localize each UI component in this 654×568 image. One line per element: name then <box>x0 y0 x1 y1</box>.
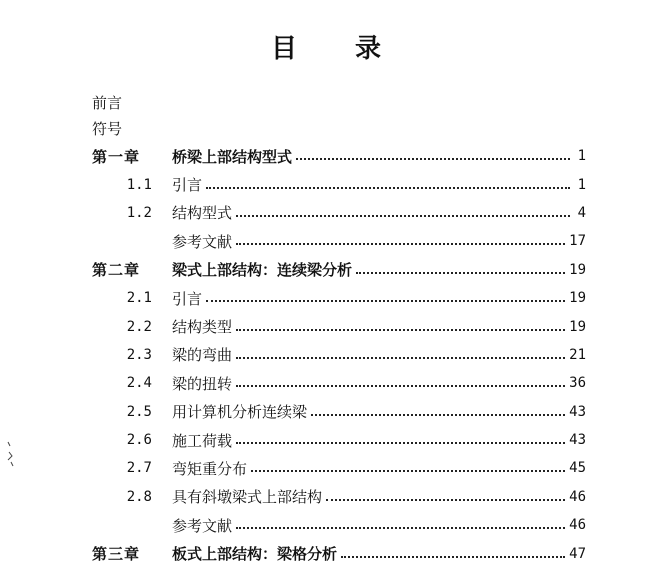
toc-section-entry[interactable] <box>92 170 586 198</box>
entry-title: 梁式上部结构：连续梁分析 <box>172 261 353 280</box>
entry-number: 2.6 <box>126 432 152 449</box>
dot-leader <box>251 460 565 472</box>
entry-number: 2.5 <box>126 403 152 420</box>
dot-leader <box>206 290 565 302</box>
toc-section-entry[interactable] <box>92 398 586 426</box>
entry-number: 1.2 <box>126 204 152 221</box>
dot-leader <box>326 489 565 501</box>
entry-page-number: 47 <box>569 545 586 562</box>
entry-page-number: 17 <box>569 233 586 250</box>
front-matter-preface[interactable]: 前言 <box>92 94 123 112</box>
dot-leader <box>236 205 570 217</box>
toc-section-entry[interactable] <box>92 284 586 312</box>
entry-number: 2.8 <box>126 488 152 505</box>
entry-title: 梁的弯曲 <box>172 346 233 365</box>
dot-leader <box>236 432 565 444</box>
toc-section-entry[interactable] <box>92 426 586 454</box>
toc-chapter-entry[interactable] <box>92 539 586 567</box>
toc-chapter-entry[interactable] <box>92 142 586 170</box>
entry-number: 2.4 <box>126 375 152 392</box>
toc-section-entry[interactable] <box>92 483 586 511</box>
front-matter-symbols[interactable]: 符号 <box>92 120 123 138</box>
entry-number: 第一章 <box>92 147 141 166</box>
dot-leader <box>341 546 565 558</box>
entry-page-number: 43 <box>569 403 586 420</box>
entry-page-number: 19 <box>569 261 586 278</box>
entry-number: 2.3 <box>126 346 152 363</box>
toc-chapter-entry[interactable] <box>92 256 586 284</box>
dot-leader <box>206 177 570 189</box>
entry-title: 结构类型 <box>172 318 233 337</box>
toc-section-entry[interactable] <box>92 341 586 369</box>
toc-section-entry[interactable] <box>92 369 586 397</box>
dot-leader <box>236 319 565 331</box>
entry-number: 2.7 <box>126 460 152 477</box>
entry-title: 施工荷载 <box>172 431 233 450</box>
entry-title: 具有斜墩梁式上部结构 <box>172 488 323 507</box>
entry-title: 用计算机分析连续梁 <box>172 403 308 422</box>
toc-section-entry[interactable] <box>92 312 586 340</box>
entry-page-number: 19 <box>569 290 586 307</box>
entry-number: 2.2 <box>126 318 152 335</box>
entry-page-number: 19 <box>569 318 586 335</box>
dot-leader <box>296 148 570 160</box>
entry-title: 桥梁上部结构型式 <box>172 147 293 166</box>
dot-leader <box>311 404 565 416</box>
entry-title: 参考文献 <box>172 516 233 535</box>
entry-title: 引言 <box>172 176 203 195</box>
entry-title: 板式上部结构：梁格分析 <box>172 545 338 564</box>
toc-section-entry[interactable] <box>92 511 586 539</box>
toc-section-entry[interactable] <box>92 454 586 482</box>
dot-leader <box>236 233 565 245</box>
scan-smudge <box>6 438 16 468</box>
entry-title: 弯矩重分布 <box>172 459 248 478</box>
entry-page-number: 46 <box>569 517 586 534</box>
entry-page-number: 21 <box>569 346 586 363</box>
entry-number: 2.1 <box>126 290 152 307</box>
title-char-2: 录 <box>355 34 384 64</box>
dot-leader <box>236 375 565 387</box>
dot-leader <box>236 517 565 529</box>
entry-page-number: 4 <box>577 204 586 221</box>
entry-page-number: 36 <box>569 375 586 392</box>
toc-section-entry[interactable] <box>92 227 586 255</box>
entry-page-number: 46 <box>569 488 586 505</box>
entry-title: 参考文献 <box>172 232 233 251</box>
entry-title: 结构型式 <box>172 204 233 223</box>
entry-number: 第二章 <box>92 261 141 280</box>
entry-title: 梁的扭转 <box>172 374 233 393</box>
entry-page-number: 43 <box>569 432 586 449</box>
toc-section-entry[interactable] <box>92 199 586 227</box>
entry-number: 1.1 <box>126 176 152 193</box>
dot-leader <box>356 262 565 274</box>
title-char-1: 目 <box>270 34 299 64</box>
page-title <box>0 28 654 65</box>
toc-list <box>92 142 586 568</box>
entry-page-number: 1 <box>577 148 586 165</box>
dot-leader <box>236 347 565 359</box>
entry-number: 第三章 <box>92 545 141 564</box>
entry-page-number: 45 <box>569 460 586 477</box>
entry-title: 引言 <box>172 289 203 308</box>
entry-page-number: 1 <box>577 176 586 193</box>
